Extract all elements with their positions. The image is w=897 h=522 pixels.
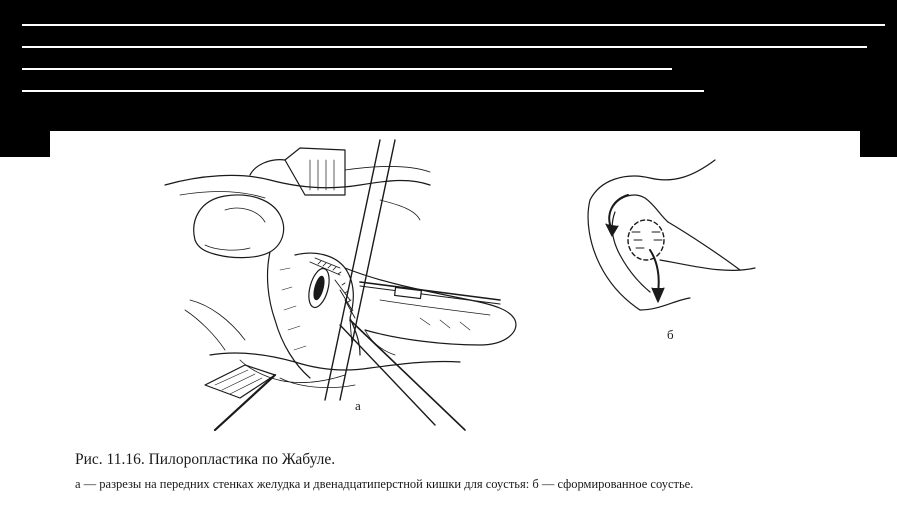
panel-label-a: а xyxy=(355,398,361,413)
figure-caption-body: а — разрезы на передних стенках желудка и двенадцатиперстной кишки для соустья: б — сформированное соустье. xyxy=(75,477,694,491)
illustration-a xyxy=(165,140,516,430)
illustration-b xyxy=(588,160,755,310)
panel-label-b: б xyxy=(667,327,674,342)
figure-caption-title: Рис. 11.16. Пилоропластика по Жабуле. xyxy=(75,451,336,468)
